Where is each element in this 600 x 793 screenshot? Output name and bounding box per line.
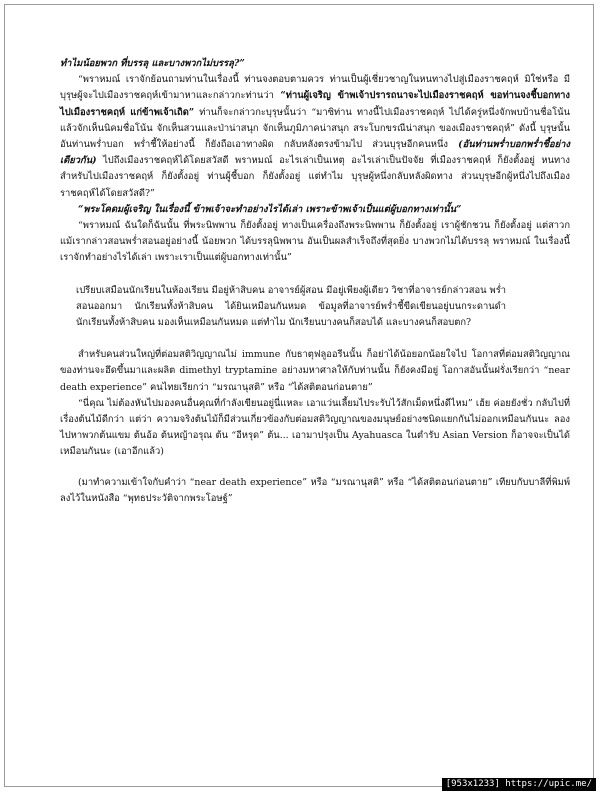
paragraph-classroom-analogy: เปรียบเสมือนนักเรียนในห้องเรียน มีอยู่ห้าสิบคน อาจารย์ผู้สอน มีอยู่เพียงผู้เดียว วิชาที่อาจารย์กล่าวสอน พร่ำสอนออกมา นักเรียนทั้งห้าสิบคน ได้ยินเหมือนกันหมด ข้อมูลที่อาจารย์พร่ำชี้ขีดเขียนอยู่บนกระดานดำ นักเรียนทั้งห้าสิบคน มองเห็นเหมือนกันหมด แต่ทำไม นักเรียนบางคนก็สอบได้ และบางคนก็สอบตก? <box>76 284 506 329</box>
paragraph-segment-italic: (อันท่านพร่ำบอกพร่ำชี้อย่างเดียวกัน) <box>60 139 571 167</box>
paragraph-brahmin-answer: “พระโคดมผู้เจริญ ในเรื่องนี้ ข้าพเจ้าจะทำอย่างไรได้เล่า เพราะข้าพเจ้าเป็นแต่ผู้บอกทางเท่านั้น” <box>78 203 462 215</box>
document-body <box>60 56 570 507</box>
paragraph-segment: ท่านก็จะกล่าวกะบุรุษนั้นว่า “มาซิท่าน ทางนี้ไปเมืองราชคฤห์ ไปได้ครู่หนึ่งจักพบบ้านชื่อโน้น แล้วจักเห็นนิคมชื่อโน้น จักเห็นสวนและป่าน่าสนุก จักเห็นภูมิภาคน่าสนุก สระโบกขรณีน่าสนุก ของเมืองราชคฤห์” ดังนี้ บุรุษนั้นอันท่านพร่ำบอก พร่ำชี้ให้อย่างนี้ ก็ยังถือเอาทางผิด กลับหลังตรงข้ามไป ส่วนบุรุษอีกคนหนึ่ง <box>60 106 570 151</box>
upic-watermark: [953x1233] https://upic.me/ <box>442 778 596 791</box>
paragraph-segment: ไปถึงเมืองราชคฤห์ได้โดยสวัสดี พราหมณ์ อะไรเล่าเป็นเหตุ อะไรเล่าเป็นปัจจัย ที่เมืองราชคฤห์ ก็ยังตั้งอยู่ หนทางสำหรับไปเมืองราชคฤห์ ก็ยังตั้งอยู่ ท่านผู้ชี้บอก ก็ยังตั้งอยู่ แต่ทำไม บุรุษผู้หนึ่งกลับหลังผิดทาง ส่วนบุรุษอีกผู้หนึ่งไปถึงเมืองราชคฤห์ได้โดยสวัสดี?” <box>60 155 570 199</box>
paragraph-commentary-2: “นี่คุณ ไม่ต้องหันไปมองคนอื่นคุณที่กำลังเขียนอยู่นี่แหละ เอาแว่นเลี้ยมไประรับไว้สักเม็ดหนึ่งดีไหม” เฮ้ย ค่อยยังชั่ว กลับไปที่เรื่องต้นไม้ดีกว่า แต่ว่า ความจริงต้นไม้ก็มีส่วนเกี่ยวข้องกับต่อมสติวิญญาณของมนุษย์อย่างชนิดแยกกันไม่ออกเหมือนกันนะ ลองไปหาพวกต้นแขม ต้นอ้อ ต้นหญ้าอรุณ ต้น “อีหรุด” ต้น... เอามาปรุงเป็น Ayahuasca ในตำรับ Asian Version ก็อาจจะเป็นได้เหมือนกันนะ (เอาอีกแล้ว) <box>60 397 570 458</box>
paragraph-segment-bold: “ท่านผู้เจริญ ข้าพเจ้าปรารถนาจะไปเมืองราชคฤห์ ขอท่านจงชี้บอกทางไปเมืองราชคฤห์ แก่ข้าพเจ้าเถิด” <box>60 90 571 118</box>
question-line: ทำไมน้อยพวก ที่บรรลุ และบางพวกไม่บรรลุ?” <box>60 58 245 69</box>
paragraph-commentary-3: (มาทำความเข้าใจกับคำว่า “near death experience” หรือ “มรณานุสติ” หรือ “ได้สติตอนก่อนตาย” เทียบกับบาลีที่พิมพ์ลงไว้ในหนังสือ “พุทธประวัติจากพระโอษฐ์” <box>60 476 570 504</box>
paragraph-commentary-1: สำหรับคนส่วนใหญ่ที่ต่อมสติวิญญาณไม่ immune กับธาตุฟลูออรีนนั้น ก็อย่าได้น้อยอกน้อยใจไป โอกาสที่ต่อมสติวิญญาณของท่านจะฮึดขึ้นมาและผลิต dimethyl tryptamine อย่างมหาศาลให้กับท่านนั้น ก็ยังคงมีอยู่ โอกาสอันนั้นฝรั่งเรียกว่า “near death experience” คนไทยเรียกว่า “มรณานุสติ” หรือ “ได้สติตอนก่อนตาย” <box>60 349 570 393</box>
paragraph-buddha-answer: “พราหมณ์ ฉันใดก็ฉันนั้น ที่พระนิพพาน ก็ยังตั้งอยู่ ทางเป็นเครื่องถึงพระนิพพาน ก็ยังตั้งอยู่ เราผู้ชักชวน ก็ยังตั้งอยู่ แต่สาวก แม้เรากล่าวสอนพร่ำสอนอยู่อย่างนี้ น้อยพวก ได้บรรลุนิพพาน อันเป็นผลสำเร็จถึงที่สุดยิ่ง บางพวกไม่ได้บรรลุ พราหมณ์ ในเรื่องนี้ เราจักทำอย่างไรได้เล่า เพราะเราเป็นแต่ผู้บอกทางเท่านั้น” <box>60 220 570 264</box>
paragraph-brahmin-question <box>60 72 570 202</box>
paragraph-segment: “พราหมณ์ เราจักย้อนถามท่านในเรื่องนี้ ท่านจงตอบตามควร ท่านเป็นผู้เชี่ยวชาญในหนทางไปสู่เมืองราชคฤห์ มิใช่หรือ มีบุรุษผู้จะไปเมืองราชคฤห์เข้ามาหาและกล่าวกะท่านว่า <box>60 74 570 102</box>
